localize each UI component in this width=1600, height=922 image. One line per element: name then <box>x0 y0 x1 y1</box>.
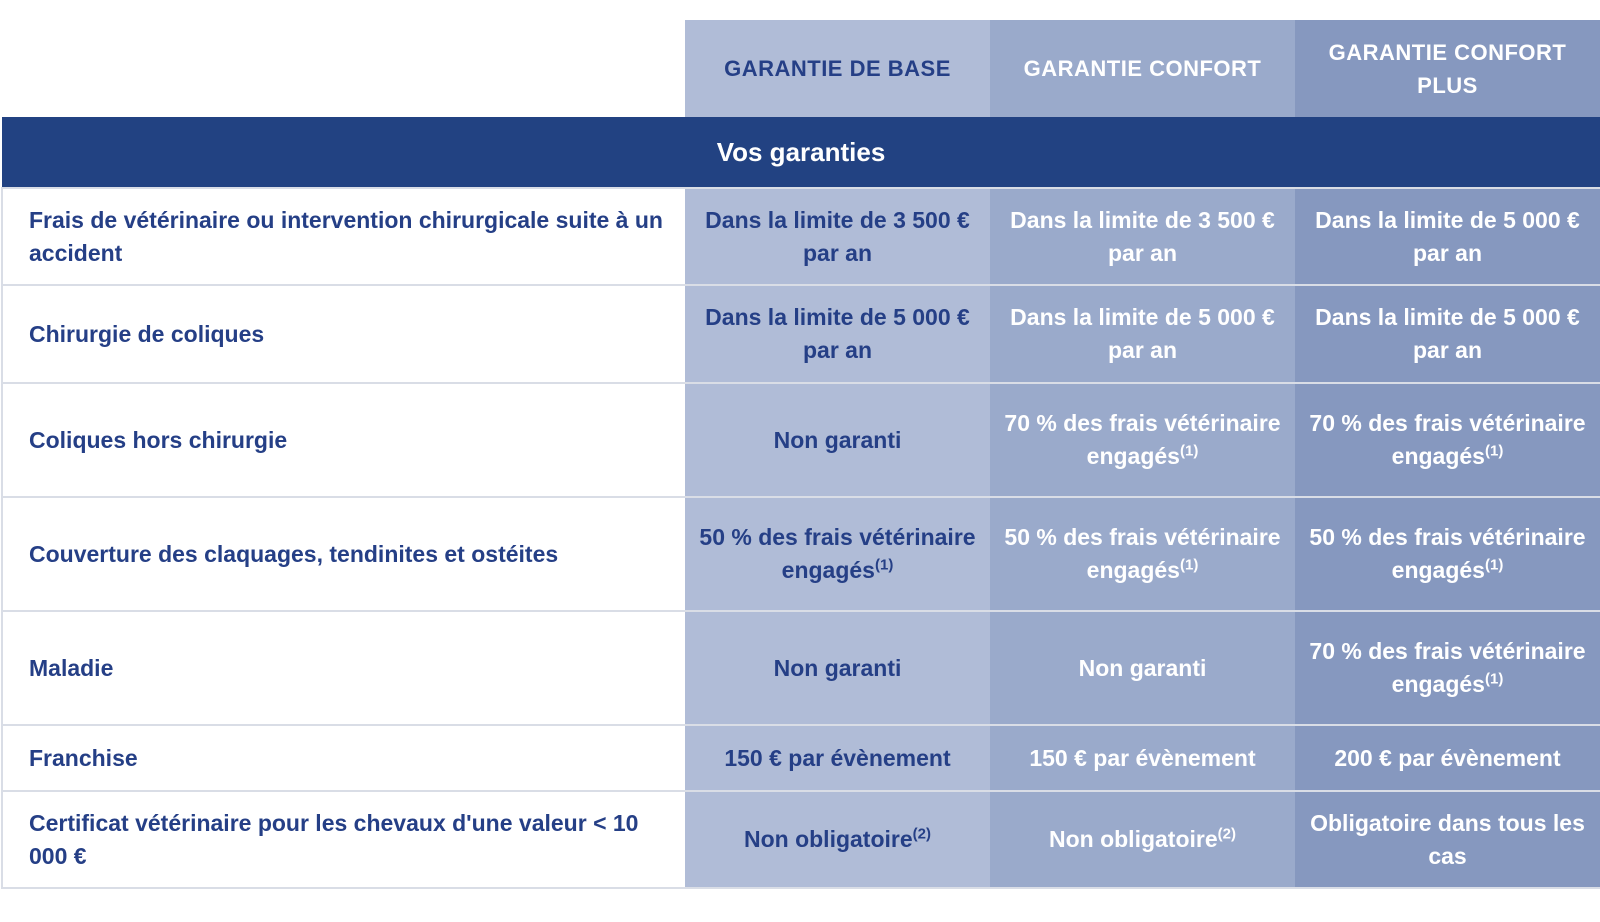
row-label: Chirurgie de coliques <box>2 285 685 383</box>
cell-confort: 50 % des frais vétérinaire engagés$^{(1)}$ <box>990 497 1295 611</box>
cell-confort-plus: 70 % des frais vétérinaire engagés$^{(1)}$ <box>1295 611 1600 725</box>
cell-confort: Dans la limite de 5 000 € par an <box>990 285 1295 383</box>
row-label: Couverture des claquages, tendinites et ostéites <box>2 497 685 611</box>
header-row <box>2 20 1600 117</box>
cell-base: 50 % des frais vétérinaire engagés$^{(1)}$ <box>685 497 990 611</box>
table-row <box>2 285 1600 383</box>
table-row <box>2 725 1600 791</box>
header-empty-cell <box>2 20 685 117</box>
cell-confort-plus: Dans la limite de 5 000 € par an <box>1295 285 1600 383</box>
row-label: Maladie <box>2 611 685 725</box>
section-row <box>2 117 1600 188</box>
cell-base: Dans la limite de 3 500 € par an <box>685 188 990 285</box>
cell-confort: Non obligatoire$^{(2)}$ <box>990 791 1295 888</box>
cell-confort-plus: 200 € par évènement <box>1295 725 1600 791</box>
header-garantie-confort: GARANTIE CONFORT <box>990 20 1295 117</box>
table-row <box>2 791 1600 888</box>
cell-confort-plus: Obligatoire dans tous les cas <box>1295 791 1600 888</box>
cell-confort: Dans la limite de 3 500 € par an <box>990 188 1295 285</box>
row-label: Franchise <box>2 725 685 791</box>
section-title: Vos garanties <box>2 117 1600 188</box>
table-row <box>2 611 1600 725</box>
table-row <box>2 497 1600 611</box>
row-label: Coliques hors chirurgie <box>2 383 685 497</box>
cell-confort: Non garanti <box>990 611 1295 725</box>
cell-base: Non obligatoire$^{(2)}$ <box>685 791 990 888</box>
cell-base: Non garanti <box>685 611 990 725</box>
guarantees-table <box>1 20 1599 889</box>
cell-confort: 70 % des frais vétérinaire engagés$^{(1)}$ <box>990 383 1295 497</box>
table-row <box>2 383 1600 497</box>
cell-base: Dans la limite de 5 000 € par an <box>685 285 990 383</box>
cell-confort-plus: Dans la limite de 5 000 € par an <box>1295 188 1600 285</box>
cell-confort-plus: 70 % des frais vétérinaire engagés$^{(1)}$ <box>1295 383 1600 497</box>
header-garantie-de-base: GARANTIE DE BASE <box>685 20 990 117</box>
cell-base: 150 € par évènement <box>685 725 990 791</box>
header-garantie-confort-plus: GARANTIE CONFORT PLUS <box>1295 20 1600 117</box>
cell-confort: 150 € par évènement <box>990 725 1295 791</box>
cell-base: Non garanti <box>685 383 990 497</box>
row-label: Frais de vétérinaire ou intervention chirurgicale suite à un accident <box>2 188 685 285</box>
table-row <box>2 188 1600 285</box>
row-label: Certificat vétérinaire pour les chevaux d'une valeur < 10 000 € <box>2 791 685 888</box>
cell-confort-plus: 50 % des frais vétérinaire engagés$^{(1)}$ <box>1295 497 1600 611</box>
